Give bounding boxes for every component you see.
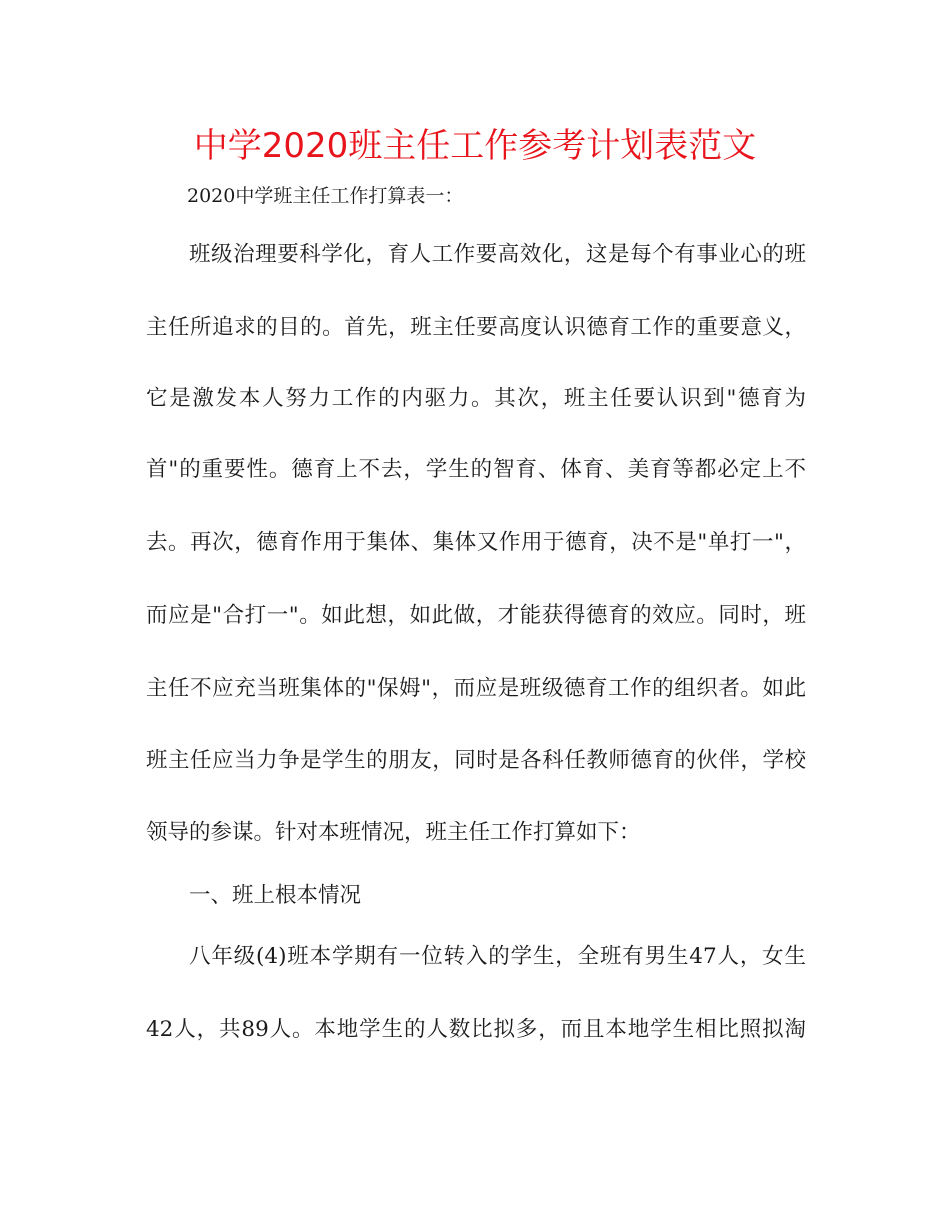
body-line: 领导的参谋。针对本班情况，班主任工作打算如下：	[146, 820, 641, 845]
body-line: 首"的重要性。德育上不去，学生的智育、体育、美育等都必定上不	[146, 457, 806, 482]
body-line: 班级治理要科学化，育人工作要高效化，这是每个有事业心的班	[189, 242, 806, 267]
body-line: 去。再次，德育作用于集体、集体又作用于德育，决不是"单打一"，	[146, 530, 806, 555]
document-subtitle: 2020中学班主任工作打算表一：	[187, 185, 464, 207]
body-line: 班主任应当力争是学生的朋友，同时是各科任教师德育的伙伴，学校	[146, 748, 806, 773]
body-line: 八年级(4)班本学期有一位转入的学生，全班有男生47人，女生	[189, 944, 806, 969]
body-line: 42人，共89人。本地学生的人数比拟多，而且本地学生相比照拟淘	[146, 1017, 806, 1042]
section-heading: 一、班上根本情况	[189, 883, 362, 908]
body-line: 它是激发本人努力工作的内驱力。其次，班主任要认识到"德育为	[146, 386, 806, 411]
document-title: 中学2020班主任工作参考计划表范文	[193, 126, 757, 166]
body-line: 而应是"合打一"。如此想，如此做，才能获得德育的效应。同时，班	[146, 603, 806, 628]
body-line: 主任不应充当班集体的"保姆"，而应是班级德育工作的组织者。如此	[146, 676, 806, 701]
body-line: 主任所追求的目的。首先，班主任要高度认识德育工作的重要意义，	[146, 315, 806, 340]
